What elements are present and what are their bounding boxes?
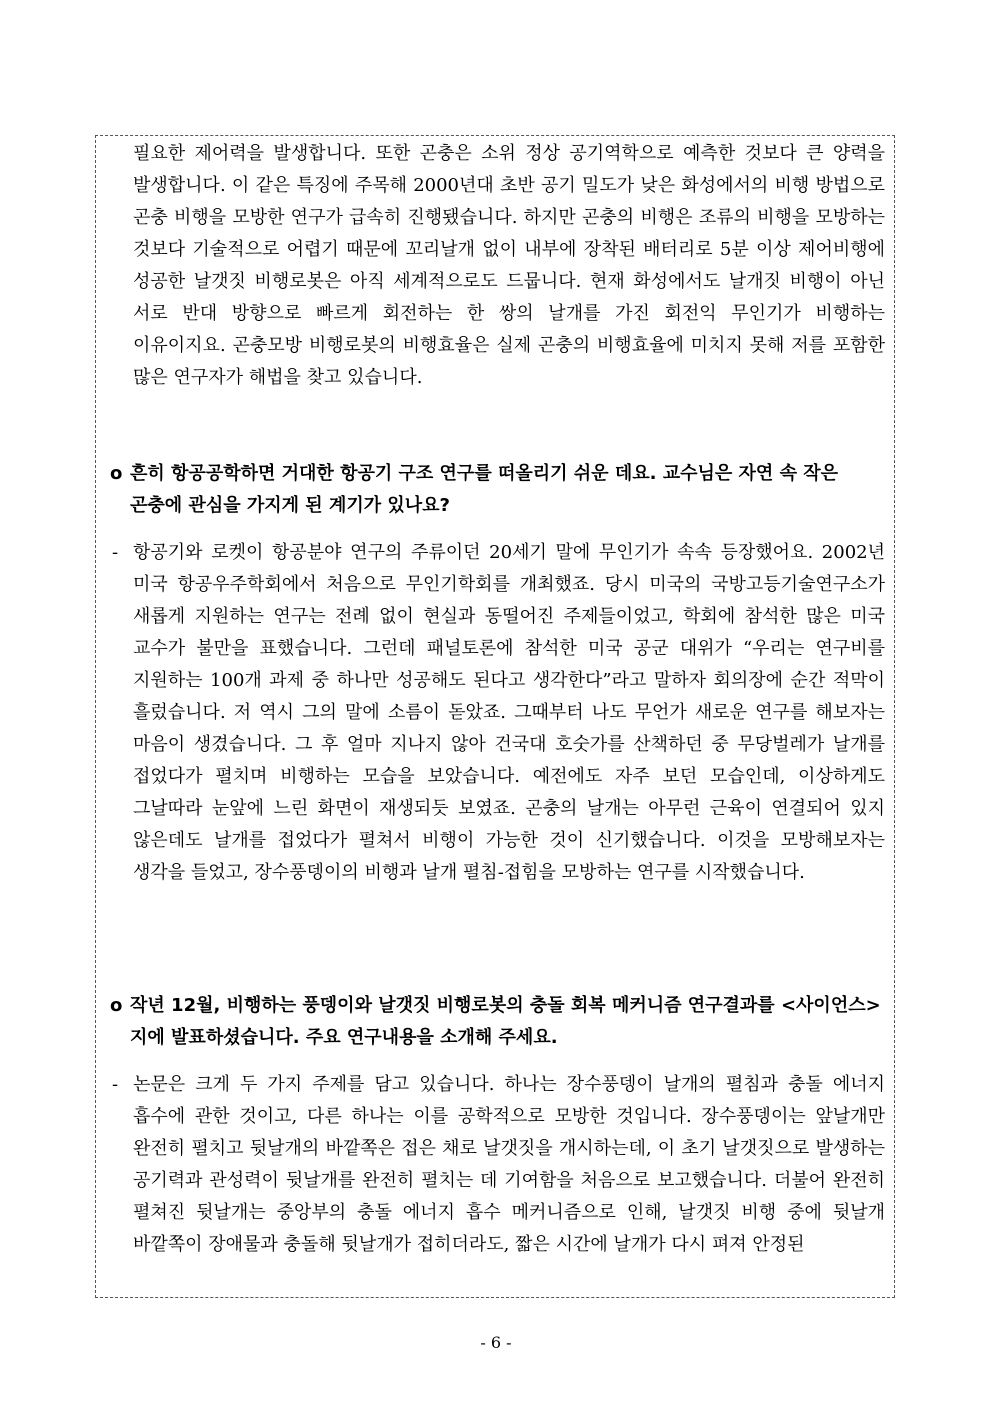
question-bullet: o <box>110 463 123 484</box>
question-1-text: 흔히 항공공학하면 거대한 항공기 구조 연구를 떠올리기 쉬운 데요. 교수님은 자연 속 작은 곤충에 관심을 가지게 된 계기가 있나요? <box>130 463 839 516</box>
answer-2-paragraph: 논문은 크게 두 가지 주제를 담고 있습니다. 하나는 장수풍뎅이 날개의 펼침과 충돌 에너지 흡수에 관한 것이고, 다른 하나는 이를 공학적으로 모방한 것입니다. 장수풍뎅이는 앞날개만 완전히 펼치고 뒷날개의 바깥쪽은 접은 채로 날갯짓을 개시하는데, 이 초기 날갯짓으로 발생하는 공기력과 관성력이 뒷날개를 완전히 펼치는 데 기여함을 처음으로 보고했습니다. 더불어 완전히 펼쳐진 뒷날개는 중앙부의 충돌 에너지 흡수 메커니즘으로 인해, 날갯짓 비행 중에 뒷날개 바깥쪽이 장애물과 충돌해 뒷날개가 접히더라도, 짧은 시간에 날개가 다시 펴져 안정된 <box>133 1074 885 1255</box>
page-number: - 6 - <box>480 1333 512 1352</box>
question-2-text: 작년 12월, 비행하는 풍뎅이와 날갯짓 비행로봇의 충돌 회복 메커니즘 연구결과를 <사이언스> 지에 발표하셨습니다. 주요 연구내용을 소개해 주세요. <box>130 995 881 1048</box>
question-2 <box>110 990 888 1054</box>
answer-1-paragraph: 항공기와 로켓이 항공분야 연구의 주류이던 20세기 말에 무인기가 속속 등장했어요. 2002년 미국 항공우주학회에서 처음으로 무인기학회를 개최했죠. 당시 미국의 국방고등기술연구소가 새롭게 지원하는 연구는 전례 없이 현실과 동떨어진 주제들이었고, 학회에 참석한 많은 미국 교수가 불만을 표했습니다. 그런데 패널토론에 참석한 미국 공군 대위가 “우리는 연구비를 지원하는 100개 과제 중 하나만 성공해도 된다고 생각한다”라고 말하자 회의장에 순간 적막이 흘렀습니다. 저 역시 그의 말에 소름이 돋았죠. 그때부터 나도 무언가 새로운 연구를 해보자는 마음이 생겼습니다. 그 후 얼마 지나지 않아 건국대 호숫가를 산책하던 중 무당벌레가 날개를 접었다가 펼치며 비행하는 모습을 보았습니다. 예전에도 자주 보던 모습인데, 이상하게도 그날따라 눈앞에 느린 화면이 재생되듯 보였죠. 곤충의 날개는 아무런 근육이 연결되어 있지 않은데도 날개를 접었다가 펼쳐서 비행이 가능한 것이 신기했습니다. 이것을 모방해보자는 생각을 들었고, 장수풍뎅이의 비행과 날개 펼침-접힘을 모방하는 연구를 시작했습니다. <box>133 542 885 883</box>
question-bullet: o <box>110 995 123 1016</box>
intro-paragraph: 필요한 제어력을 발생합니다. 또한 곤충은 소위 정상 공기역학으로 예측한 것보다 큰 양력을 발생합니다. 이 같은 특징에 주목해 2000년대 초반 공기 밀도가 낮은 화성에서의 비행 방법으로 곤충 비행을 모방한 연구가 급속히 진행됐습니다. 하지만 곤충의 비행은 조류의 비행을 모방하는 것보다 기술적으로 어렵기 때문에 꼬리날개 없이 내부에 장착된 배터리로 5분 이상 제어비행에 성공한 날갯짓 비행로봇은 아직 세계적으로도 드뭅니다. 현재 화성에서도 날개짓 비행이 아닌 서로 반대 방향으로 빠르게 회전하는 한 쌍의 날개를 가진 회전익 무인기가 비행하는 이유이지요. 곤충모방 비행로봇의 비행효율은 실제 곤충의 비행효율에 미치지 못해 저를 포함한 많은 연구자가 해법을 찾고 있습니다. <box>133 143 885 388</box>
question-1 <box>110 458 888 522</box>
answer-2-dash: - <box>112 1074 119 1095</box>
answer-1-dash: - <box>112 542 119 563</box>
